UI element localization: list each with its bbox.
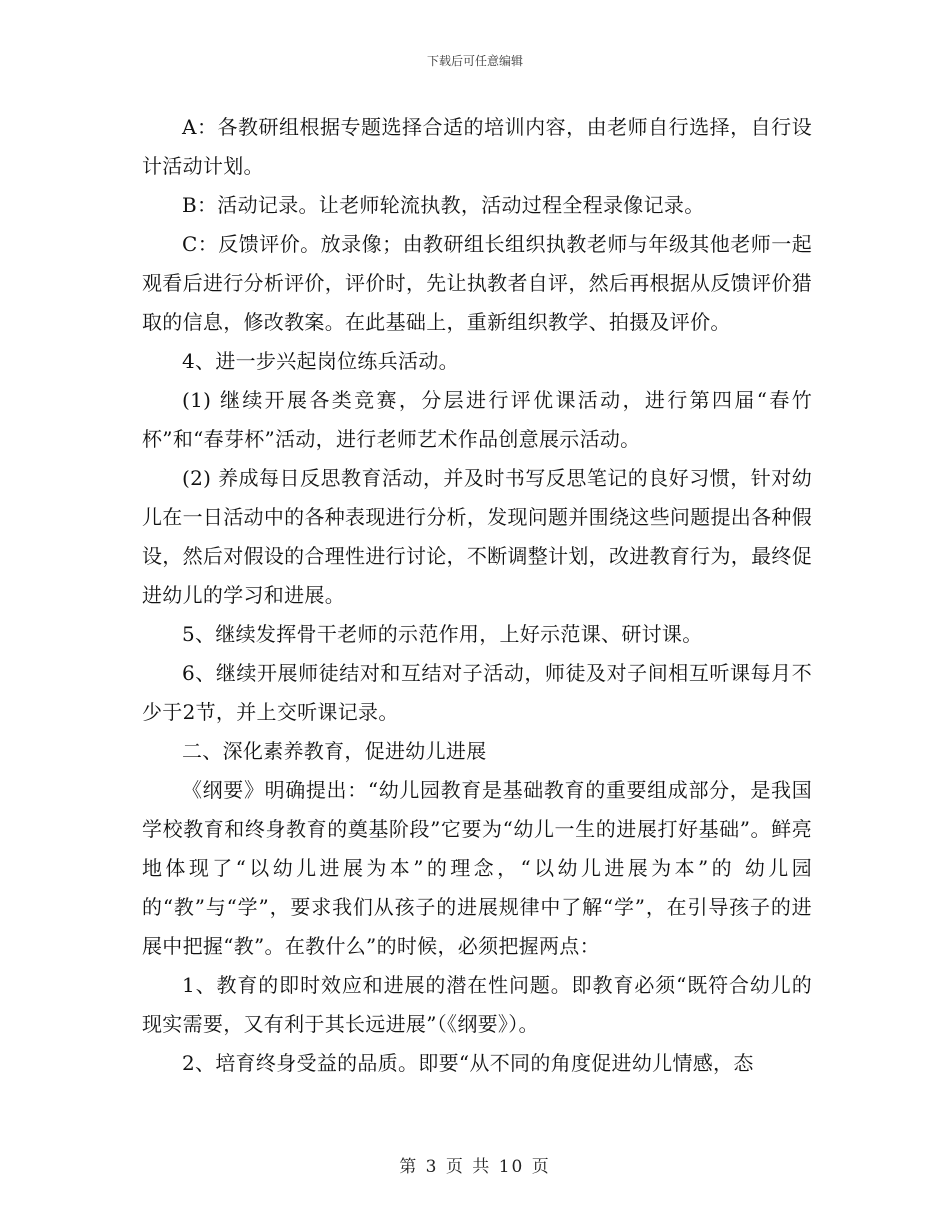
- section-heading: 二、深化素养教育，促进幼儿进展: [182, 739, 487, 763]
- paragraph: 2、培育终身受益的品质。即要“从不同的角度促进幼儿情感，态: [182, 1051, 754, 1075]
- page-header: 下载后可任意编辑: [426, 54, 523, 68]
- paragraph: 1、教育的即时效应和进展的潜在性问题。即教育必须“既符合幼儿的现实需要，又有利于其长远进展”（《纲要》）。: [142, 973, 812, 1036]
- document-body: [142, 108, 812, 1083]
- paragraph: 6、继续开展师徒结对和互结对子活动，师徒及对子间相互听课每月不少于2节，并上交听课记录。: [142, 661, 812, 724]
- page-footer: 第 3 页 共 10 页: [399, 1157, 551, 1177]
- paragraph: 5、继续发挥骨干老师的示范作用，上好示范课、研讨课。: [182, 622, 703, 646]
- paragraph: B：活动记录。让老师轮流执教，活动过程全程录像记录。: [182, 193, 705, 217]
- paragraph: (2) 养成每日反思教育活动，并及时书写反思笔记的良好习惯，针对幼儿在一日活动中的各种表现进行分析，发现问题并围绕这些问题提出各种假设，然后对假设的合理性进行讨论，不断调整计划，改进教育行为，最终促进幼儿的学习和进展。: [142, 466, 812, 607]
- paragraph: A：各教研组根据专题选择合适的培训内容，由老师自行选择，自行设计活动计划。: [142, 115, 812, 178]
- paragraph: 《纲要》明确提出：“幼儿园教育是基础教育的重要组成部分，是我国学校教育和终身教育的奠基阶段”它要为“幼儿一生的进展打好基础”。鲜亮地体现了“以幼儿进展为本”的理念，“以幼儿进展为本”的 幼儿园的“教”与“学”，要求我们从孩子的进展规律中了解“学”，在引导孩子的进展中把握“教”。在教什么”的时候，必须把握两点：: [142, 778, 812, 958]
- paragraph: (1) 继续开展各类竞赛，分层进行评优课活动，进行第四届“春竹杯”和“春芽杯”活动，进行老师艺术作品创意展示活动。: [142, 388, 812, 451]
- paragraph: C：反馈评价。放录像；由教研组长组织执教老师与年级其他老师一起观看后进行分析评价，评价时，先让执教者自评，然后再根据从反馈评价猎取的信息，修改教案。在此基础上，重新组织教学、拍摄及评价。: [142, 232, 812, 334]
- paragraph: 4、进一步兴起岗位练兵活动。: [182, 349, 459, 373]
